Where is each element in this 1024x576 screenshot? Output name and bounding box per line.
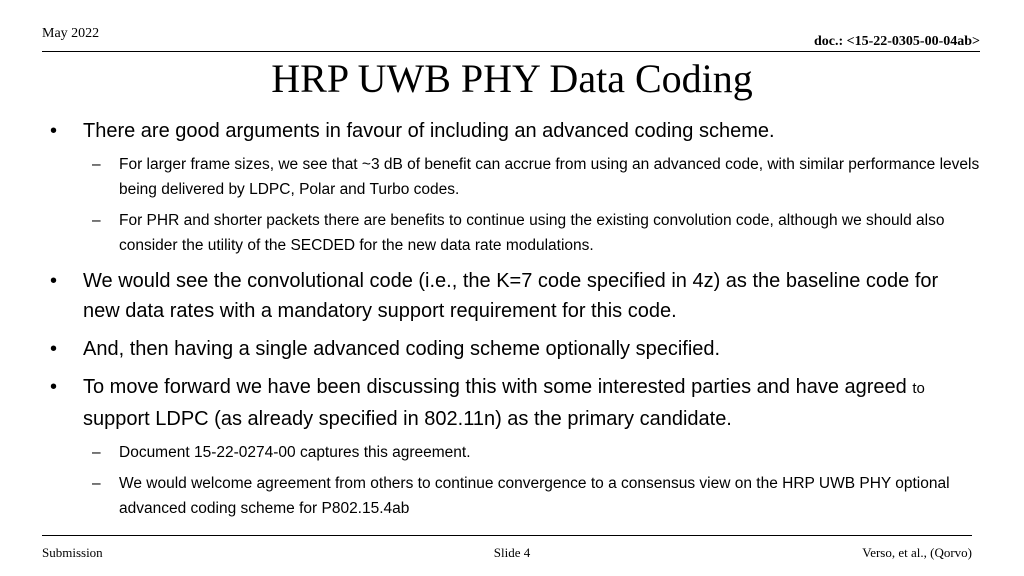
sub-bullet-text: Document 15-22-0274-00 captures this agreement. bbox=[119, 444, 471, 461]
bullet-3 bbox=[50, 334, 980, 364]
slide-body bbox=[50, 116, 980, 521]
sub-bullet-text: We would welcome agreement from others to continue convergence to a consensus view on the HRP UWB PHY optional advanced coding scheme for P802.15.4ab bbox=[119, 475, 950, 517]
header-doc-id: doc.: <15-22-0305-00-04ab> bbox=[813, 34, 980, 49]
bullet-icon: • bbox=[50, 270, 58, 292]
bullet-text-small-prefix: to bbox=[912, 380, 925, 397]
bullet-icon: • bbox=[50, 120, 58, 142]
sub-bullet-4-2 bbox=[50, 471, 980, 521]
footer-submission: Submission bbox=[42, 545, 103, 560]
bullet-text-post: support LDPC (as already specified in 802.11n) as the primary candidate. bbox=[83, 408, 732, 430]
dash-icon: – bbox=[92, 156, 101, 173]
bullet-icon: • bbox=[50, 376, 58, 398]
slide-title: HRP UWB PHY Data Coding bbox=[271, 56, 753, 101]
bullet-1 bbox=[50, 116, 980, 146]
bullet-4 bbox=[50, 372, 980, 434]
dash-icon: – bbox=[92, 444, 101, 461]
footer-authors: Verso, et al., (Qorvo) bbox=[862, 545, 972, 560]
sub-bullet-text: For larger frame sizes, we see that ~3 dB of benefit can accrue from using an advanced code, with similar performance levels being delivered by LDPC, Polar and Turbo codes. bbox=[119, 156, 980, 198]
footer-divider bbox=[42, 535, 972, 536]
sub-bullet-4-1 bbox=[50, 440, 980, 465]
sub-bullet-text: For PHR and shorter packets there are benefits to continue using the existing convolution code, although we should also consider the utility of the SECDED for the new data rate modulations. bbox=[119, 212, 945, 254]
bullet-icon: • bbox=[50, 338, 58, 360]
dash-icon: – bbox=[92, 475, 101, 492]
dash-icon: – bbox=[92, 212, 101, 229]
sub-bullet-1-1 bbox=[50, 152, 980, 202]
header-divider bbox=[42, 51, 980, 52]
bullet-text: There are good arguments in favour of including an advanced coding scheme. bbox=[83, 120, 775, 142]
bullet-text: We would see the convolutional code (i.e., the K=7 code specified in 4z) as the baseline code for new data rates with a mandatory support requirement for this code. bbox=[83, 270, 939, 322]
bullet-text: And, then having a single advanced coding scheme optionally specified. bbox=[83, 338, 721, 360]
bullet-text-pre: To move forward we have been discussing this with some interested parties and have agreed bbox=[83, 376, 907, 398]
footer-slide-number: Slide 4 bbox=[493, 545, 531, 560]
sub-bullet-1-2 bbox=[50, 208, 980, 258]
header-date: May 2022 bbox=[42, 26, 100, 41]
bullet-2 bbox=[50, 266, 980, 326]
